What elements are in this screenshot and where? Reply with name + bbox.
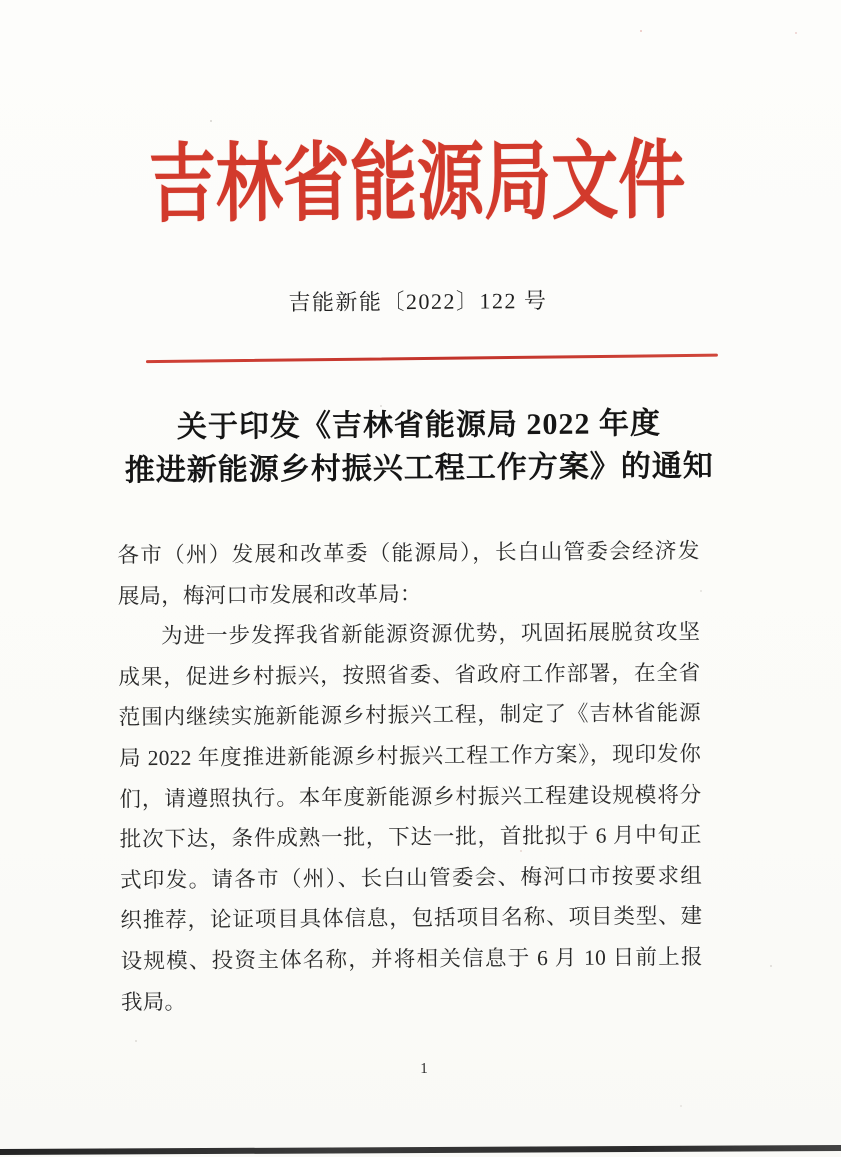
body-line: 织推荐，论证项目具体信息，包括项目名称、项目类型、建: [120, 904, 703, 933]
scan-noise-specks: [640, 30, 642, 32]
body-line: 为进一步发挥我省新能源资源优势，巩固拓展脱贫攻坚: [161, 619, 701, 649]
document-title: [58, 401, 780, 493]
agency-masthead: 吉林省能源局文件: [148, 132, 686, 234]
page-number: 1: [420, 1060, 428, 1078]
body-line: 各市（州）发展和改革委（能源局），长白山管委会经济发: [117, 538, 700, 568]
body-text: [117, 531, 703, 1023]
document-number: 吉能新能〔2022〕122 号: [288, 287, 548, 316]
title-line-2: 推进新能源乡村振兴工程工作方案》的通知: [124, 449, 714, 488]
body-line: 批次下达，条件成熟一批，下达一批，首批拟于 6 月中旬正: [119, 822, 702, 852]
body-line: 我局。: [120, 989, 187, 1014]
body-line: 展局，梅河口市发展和改革局：: [117, 581, 422, 608]
body-line: 成果，促进乡村振兴，按照省委、省政府工作部署，在全省: [118, 660, 701, 690]
body-line: 们，请遵照执行。本年度新能源乡村振兴工程建设规模将分: [119, 782, 702, 811]
body-line: 范围内继续实施新能源乡村振兴工程，制定了《吉林省能源: [118, 701, 701, 730]
red-divider-rule: [146, 354, 718, 363]
body-line: 式印发。请各市（州）、长白山管委会、梅河口市按要求组: [119, 863, 703, 893]
body-line: 局 2022 年度推进新能源乡村振兴工程工作方案》，现印发你: [118, 741, 702, 771]
body-line: 设规模、投资主体名称，并将相关信息于 6 月 10 日前上报: [120, 944, 703, 974]
title-line-1: 关于印发《吉林省能源局 2022 年度: [176, 407, 662, 444]
